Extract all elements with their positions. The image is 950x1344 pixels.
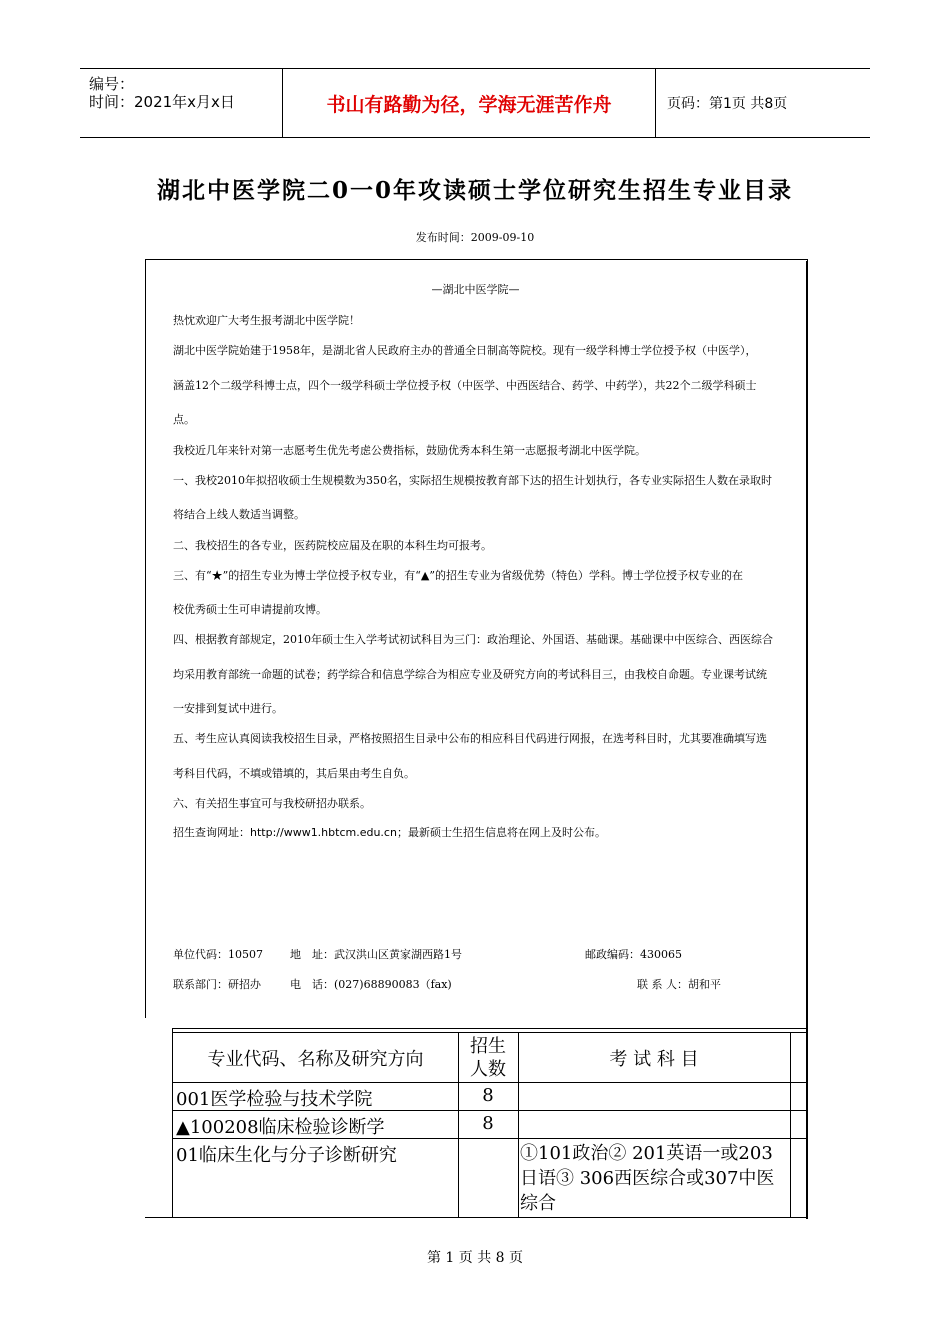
contact-person: 联 系 人：胡和平 <box>637 978 721 991</box>
header-page-info <box>655 69 870 137</box>
notice-line: 四、根据教育部规定，2010年硕士生入学考试初试科目为三门：政治理论、外国语、基础课。基础课中中医综合、西医综合 <box>173 633 773 646</box>
table-row <box>173 1139 807 1217</box>
header-major: 专业代码、名称及研究方向 <box>173 1032 459 1082</box>
row-major: 001医学检验与技术学院 <box>176 1089 373 1110</box>
table-row <box>173 1111 807 1139</box>
greeting-text: 热忱欢迎广大考生报考湖北中医学院！ <box>173 314 360 327</box>
row-enroll: 8 <box>482 1085 494 1106</box>
time-label: 时间：2021年x月x日 <box>89 93 235 111</box>
notice-line: 湖北中医学院始建于1958年，是湖北省人民政府主办的普通全日制高等院校。现有一级学科博士学位授予权（中医学）， <box>173 344 757 357</box>
phone: 电 话：(027)68890083（fax) <box>290 978 452 991</box>
catalog-table <box>172 1028 807 1217</box>
publish-time: 发布时间：2009-09-10 <box>415 231 535 244</box>
website-label: 招生查询网址： <box>173 826 250 839</box>
header-enroll: 招生 人数 <box>458 1032 519 1082</box>
notice-line: 我校近几年来针对第一志愿考生优先考虑公费指标，鼓励优秀本科生第一志愿报考湖北中医学院。 <box>173 444 646 457</box>
notice-line: 考科目代码，不填或错填的，其后果由考生自负。 <box>173 767 415 780</box>
exam-line: ①101政治② 201英语一或203 <box>520 1143 773 1164</box>
box-bottom-line <box>145 1217 808 1218</box>
notice-line: 一安排到复试中进行。 <box>173 702 283 715</box>
table-row <box>173 1083 807 1111</box>
document-title: 湖北中医学院二0一0年攻读硕士学位研究生招生专业目录 <box>156 177 793 204</box>
row-exam <box>520 1141 774 1216</box>
notice-line: 点。 <box>173 413 195 426</box>
exam-line: 综合 <box>520 1193 556 1214</box>
notice-line: 二、我校招生的各专业，医药院校应届及在职的本科生均可报考。 <box>173 539 492 552</box>
header-exam: 考 试 科 目 <box>518 1032 791 1082</box>
website-line <box>173 824 606 840</box>
school-heading: —湖北中医学院— <box>431 283 520 296</box>
unit-code: 单位代码：10507 <box>173 948 263 961</box>
header-motto <box>282 69 656 137</box>
notice-line: 涵盖12个二级学科博士点，四个一级学科硕士学位授予权（中医学、中西医结合、药学、中药学），共22个二级学科硕士 <box>173 379 757 392</box>
postcode: 邮政编码：430065 <box>585 948 682 961</box>
header-extra <box>790 1032 807 1082</box>
table-header-row <box>173 1032 807 1083</box>
notice-line: 校优秀硕士生可申请提前攻博。 <box>173 603 327 616</box>
notice-line: 六、有关招生事宜可与我校研招办联系。 <box>173 797 371 810</box>
notice-line: 三、有“★”的招生专业为博士学位授予权专业，有“▲”的招生专业为省级优势（特色）学科。博士学位授予权专业的在 <box>173 569 743 582</box>
notice-line: 一、我校2010年拟招收硕士生规模数为350名，实际招生规模按教育部下达的招生计划执行，各专业实际招生人数在录取时 <box>173 474 772 487</box>
header-meta <box>80 69 282 137</box>
notice-line: 均采用教育部统一命题的试卷；药学综合和信息学综合为相应专业及研究方向的考试科目三，由我校自命题。专业课考试统 <box>173 668 767 681</box>
page-footer: 第 1 页 共 8 页 <box>426 1250 524 1266</box>
row-enroll: 8 <box>482 1113 494 1134</box>
number-label: 编号： <box>89 75 135 93</box>
row-major: ▲100208临床检验诊断学 <box>176 1117 385 1138</box>
address: 地 址：武汉洪山区黄家湖西路1号 <box>290 948 462 961</box>
website-link[interactable]: http://www1.hbtcm.edu.cn <box>250 826 397 839</box>
page-info-text: 页码：第1页 共8页 <box>667 96 788 112</box>
motto-text: 书山有路勤为径，学海无涯苦作舟 <box>326 93 612 116</box>
document-header <box>80 68 870 138</box>
notice-line: 五、考生应认真阅读我校招生目录，严格按照招生目录中公布的相应科目代码进行网报，在选考科目时，尤其要准确填写选 <box>173 732 767 745</box>
exam-line: 日语③ 306西医综合或307中医 <box>520 1168 775 1189</box>
website-tail: ；最新硕士生招生信息将在网上及时公布。 <box>396 826 606 839</box>
row-major: 01临床生化与分子诊断研究 <box>176 1145 397 1166</box>
notice-line: 将结合上线人数适当调整。 <box>173 508 305 521</box>
department: 联系部门：研招办 <box>173 978 261 991</box>
